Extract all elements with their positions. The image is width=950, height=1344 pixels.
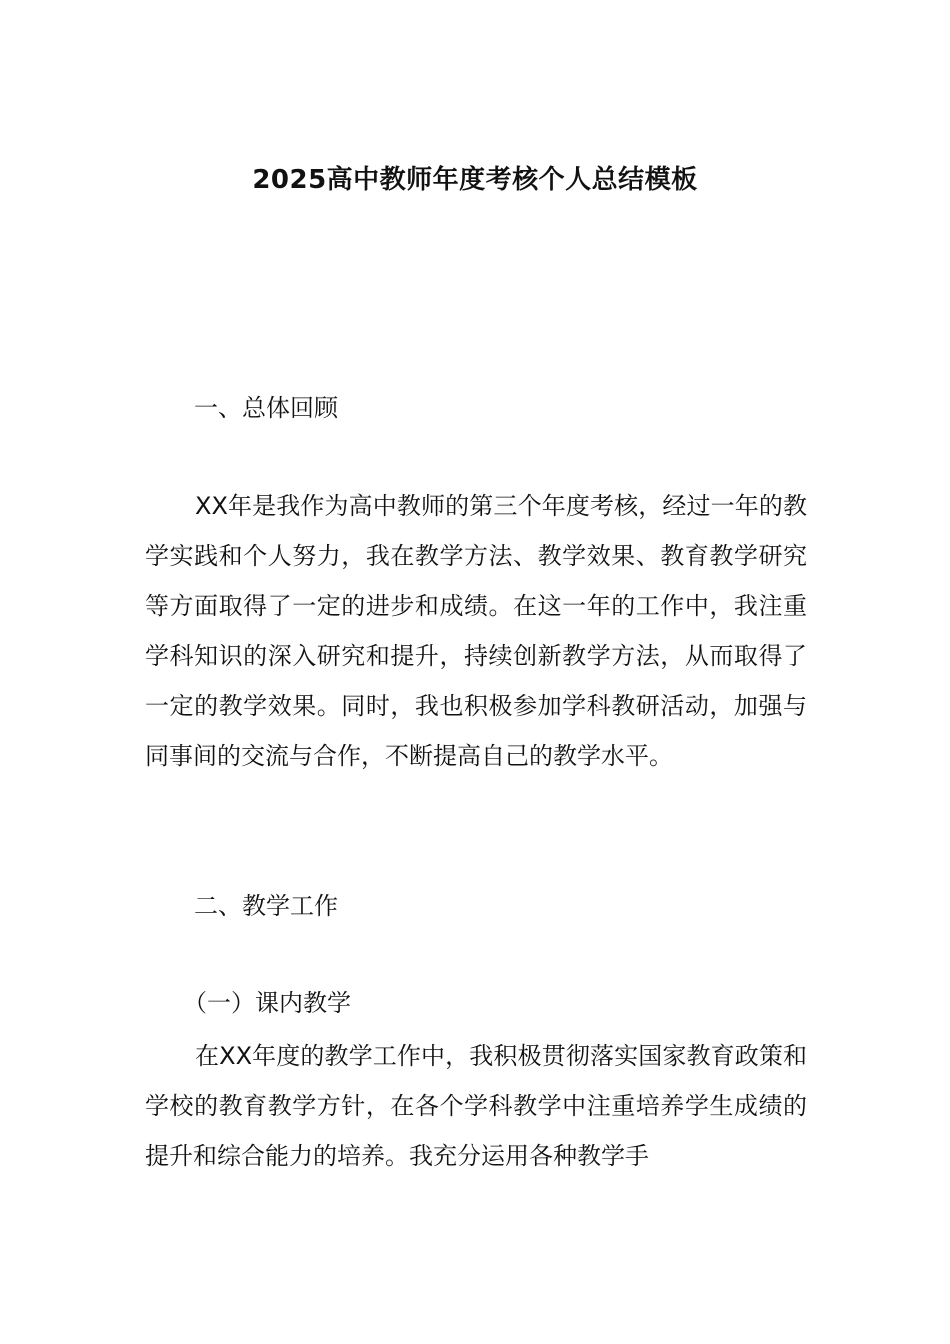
paragraph-classroom-teaching: 在XX年度的教学工作中，我积极贯彻落实国家教育政策和学校的教育教学方针，在各个学科教学中注重培养学生成绩的提升和综合能力的培养。我充分运用各种教学手	[145, 1042, 807, 1170]
document-title: 2025高中教师年度考核个人总结模板	[252, 165, 698, 195]
section-heading-teaching: 二、教学工作	[194, 892, 338, 920]
subheading-classroom-teaching: （一）课内教学	[183, 989, 351, 1017]
paragraph-overview: XX年是我作为高中教师的第三个年度考核，经过一年的教学实践和个人努力，我在教学方法、教学效果、教育教学研究等方面取得了一定的进步和成绩。在这一年的工作中，我注重学科知识的深入研究和提升，持续创新教学方法，从而取得了一定的教学效果。同时，我也积极参加学科教研活动，加强与同事间的交流与合作，不断提高自己的教学水平。	[145, 492, 807, 770]
section-heading-overview: 一、总体回顾	[194, 394, 338, 422]
